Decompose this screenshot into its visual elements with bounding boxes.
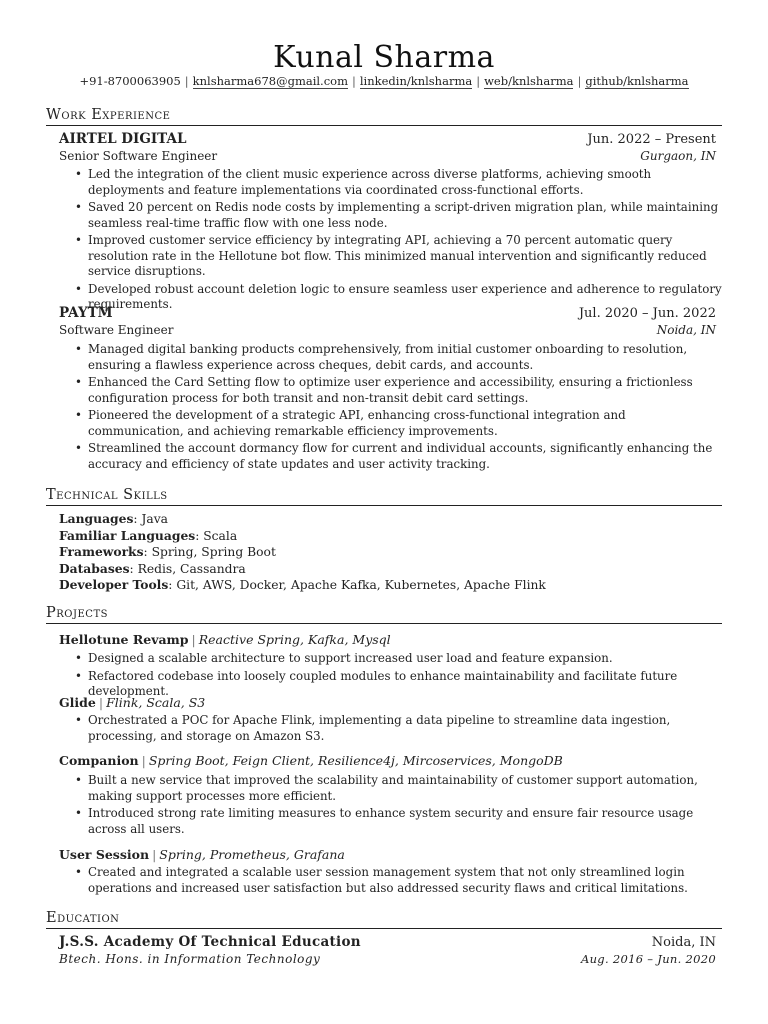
section-title-experience: Work Experience [46, 106, 722, 126]
list-item: • Orchestrated a POC for Apache Flink, implementing a data pipeline to streamline data ingestion, processing, and storage on Amazon S3. [88, 713, 723, 744]
list-item: • Created and integrated a scalable user session management system that not only streamlined login operations and increased user satisfaction but also addressed security flaws and critical limitations. [88, 865, 723, 896]
list-item: • Enhanced the Card Setting flow to optimize user experience and accessibility, ensuring a frictionless configuration process for both transit and non-transit debit card settings. [88, 375, 723, 406]
list-item: • Streamlined the account dormancy flow for current and individual accounts, significantly enhancing the accuracy and efficiency of state updates and user activity tracking. [88, 441, 723, 472]
list-item: • Built a new service that improved the scalability and maintainability of customer support automation, making support processes more efficient. [88, 773, 723, 804]
linkedin-link[interactable]: linkedin/knlsharma [359, 74, 473, 88]
experience-subheader-airtel [59, 149, 716, 163]
education-header [59, 934, 716, 950]
project-title-companion: Companion | Spring Boot, Feign Client, Resilience4j, Mircoservices, MongoDB [59, 753, 563, 768]
list-item: • Introduced strong rate limiting measures to enhance system security and ensure fair resource usage across all users. [88, 806, 723, 837]
airtel-bullets [88, 167, 723, 315]
skill-row: Databases: Redis, Cassandra [59, 560, 246, 576]
experience-header-airtel [59, 131, 716, 147]
project-title-user-session: User Session | Spring, Prometheus, Grafana [59, 847, 345, 862]
experience-subheader-paytm [59, 323, 716, 337]
job-dates: Jul. 2020 – Jun. 2022 [578, 306, 716, 321]
skill-row: Languages: Java [59, 511, 169, 526]
experience-header-paytm [59, 305, 716, 321]
email-link[interactable]: knlsharma678@gmail.com [192, 74, 348, 88]
list-item: • Developed robust account deletion logic to ensure seamless user experience and adherence to regulatory requirements. [88, 282, 723, 313]
list-item: • Managed digital banking products comprehensively, from initial customer onboarding to resolution, ensuring a flawless experience across cheques, debit cards, and accounts. [88, 342, 723, 373]
job-role: Senior Software Engineer [59, 149, 218, 163]
candidate-name: Kunal Sharma [273, 40, 495, 75]
glide-bullets [88, 713, 723, 746]
list-item: • Pioneered the development of a strategic API, enhancing cross-functional integration and communication, and achieving remarkable efficiency improvements. [88, 408, 723, 439]
contact-line: +91-8700063905 | knlsharma678@gmail.com | linkedin/knlsharma | web/knlsharma | github/knlsharma [79, 74, 689, 88]
company-name: PAYTM [59, 305, 113, 321]
skill-row: Developer Tools: Git, AWS, Docker, Apache Kafka, Kubernetes, Apache Flink [59, 577, 546, 592]
degree: Btech. Hons. in Information Technology [59, 952, 321, 966]
job-dates: Jun. 2022 – Present [587, 132, 716, 147]
hellotune-bullets [88, 651, 723, 702]
school-name: J.S.S. Academy Of Technical Education [59, 934, 361, 950]
company-name: AIRTEL DIGITAL [59, 131, 187, 147]
list-item: • Refactored codebase into loosely coupled modules to enhance maintainability and facilitate future development. [88, 669, 723, 700]
paytm-bullets [88, 342, 723, 474]
skill-row: Familiar Languages: Scala [59, 527, 238, 543]
skills-list [59, 511, 719, 594]
list-item: • Saved 20 percent on Redis node costs by implementing a script-driven migration plan, while maintaining seamless real-time traffic flow with one less node. [88, 200, 723, 231]
section-title-skills: Technical Skills [46, 486, 722, 506]
list-item: • Improved customer service efficiency by integrating API, achieving a 70 percent automatic query resolution rate in the Hellotune bot flow. This minimized manual intervention and significantly reduced service disruptions. [88, 233, 723, 280]
education-dates: Aug. 2016 – Jun. 2020 [580, 952, 716, 966]
section-title-projects: Projects [46, 604, 722, 624]
section-title-education: Education [46, 909, 722, 929]
job-location: Noida, IN [656, 323, 716, 337]
job-location: Gurgaon, IN [640, 149, 716, 163]
project-title-hellotune: Hellotune Revamp | Reactive Spring, Kafka, Mysql [59, 632, 391, 647]
phone-number: +91-8700063905 [79, 74, 181, 88]
project-title-glide: Glide | Flink, Scala, S3 [59, 695, 206, 710]
skill-row: Frameworks: Spring, Spring Boot [59, 544, 276, 559]
list-item: • Led the integration of the client music experience across diverse platforms, achieving smooth deployments and feature implementations via coordinated cross-functional efforts. [88, 167, 723, 198]
job-role: Software Engineer [59, 323, 174, 337]
education-subheader [59, 952, 716, 966]
user-session-bullets [88, 865, 723, 898]
github-link[interactable]: github/knlsharma [585, 74, 689, 88]
companion-bullets [88, 773, 723, 839]
web-link[interactable]: web/knlsharma [484, 74, 574, 88]
list-item: • Designed a scalable architecture to support increased user load and feature expansion. [88, 651, 723, 667]
school-location: Noida, IN [651, 935, 716, 950]
